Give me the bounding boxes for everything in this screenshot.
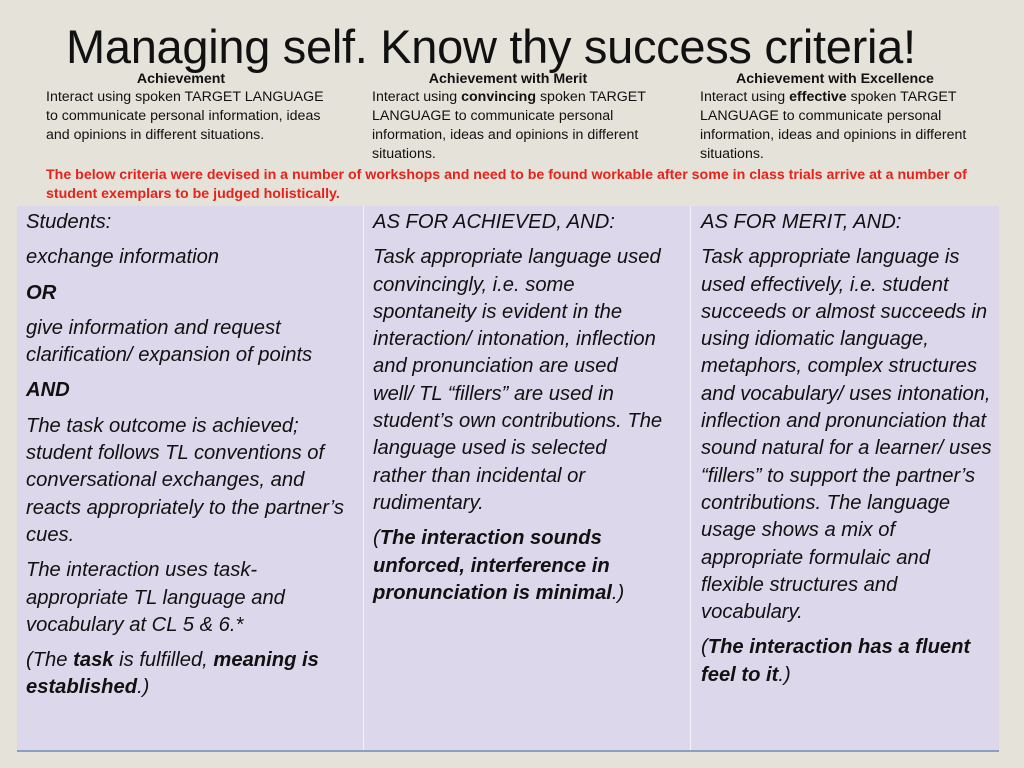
excellence-description: Task appropriate language is used effectively, i.e. student succeeds or almost succeeds in using idiomatic language, metaphors, complex structures and vocabulary/ uses intonation, inflection and pronunciation that sound natural for a learner/ uses “fillers” to support the partner’s contributions. The language usage shows a mix of appropriate formulaic and flexible structures and vocabulary. xyxy=(701,246,992,624)
merit-criterion xyxy=(372,70,662,164)
red-note: The below criteria were devised in a number of workshops and need to be found workable after some in class trials arrive at a number of student exemplars to be judged holistically. xyxy=(46,167,967,202)
excellence-text-suffix: spoken TARGET LANGUAGE to communicate personal information, ideas and opinions in different situations. xyxy=(700,89,967,162)
achieved-outcome: The task outcome is achieved; student follows TL conventions of conversational exchanges, and reacts appropriately to the partner’s cues. xyxy=(26,414,344,546)
merit-keyword: convincing xyxy=(461,89,537,105)
excellence-keyword: effective xyxy=(789,89,847,105)
achieved-point: exchange information xyxy=(26,246,220,269)
excellence-summary: (The interaction has a fluent feel to it.) xyxy=(701,636,971,686)
achieved-column xyxy=(26,206,348,750)
merit-heading: Achievement with Merit xyxy=(428,71,588,87)
achievement-heading: Achievement xyxy=(136,71,226,87)
merit-column xyxy=(373,206,663,750)
achieved-intro: Students: xyxy=(26,211,112,233)
excellence-intro: AS FOR MERIT, AND: xyxy=(701,211,902,233)
criteria-table xyxy=(17,206,999,752)
column-divider xyxy=(363,206,364,750)
achievement-text: Interact using spoken TARGET LANGUAGE to communicate personal information, ideas and opinions in different situations. xyxy=(46,89,324,143)
achieved-and: AND xyxy=(26,379,70,402)
merit-text-prefix: Interact using xyxy=(372,89,462,105)
excellence-criterion xyxy=(700,70,990,164)
achieved-point: give information and request clarification/ expansion of points xyxy=(26,316,313,367)
excellence-heading: Achievement with Excellence xyxy=(736,71,934,87)
merit-description: Task appropriate language used convincingly, i.e. some spontaneity is evident in the interaction/ intonation, inflection and pronunciation are used well/ TL “fillers” are used in student’s own contributions. The language used is selected rather than incidental or rudimentary. xyxy=(373,246,663,514)
column-divider xyxy=(690,206,691,750)
achievement-criterion xyxy=(46,70,336,145)
excellence-column xyxy=(701,206,997,750)
page-title: Managing self. Know thy success criteria! xyxy=(66,20,916,73)
achieved-summary: (The task is fulfilled, meaning is established.) xyxy=(26,649,319,699)
excellence-text-prefix: Interact using xyxy=(700,89,790,105)
merit-summary: (The interaction sounds unforced, interference in pronunciation is minimal.) xyxy=(373,527,625,604)
merit-intro: AS FOR ACHIEVED, AND: xyxy=(373,211,615,233)
achieved-language: The interaction uses task-appropriate TL language and vocabulary at CL 5 & 6.* xyxy=(26,559,285,636)
achieved-or: OR xyxy=(26,281,57,304)
merit-text-suffix: spoken TARGET LANGUAGE to communicate personal information, ideas and opinions in different situations. xyxy=(372,89,646,162)
